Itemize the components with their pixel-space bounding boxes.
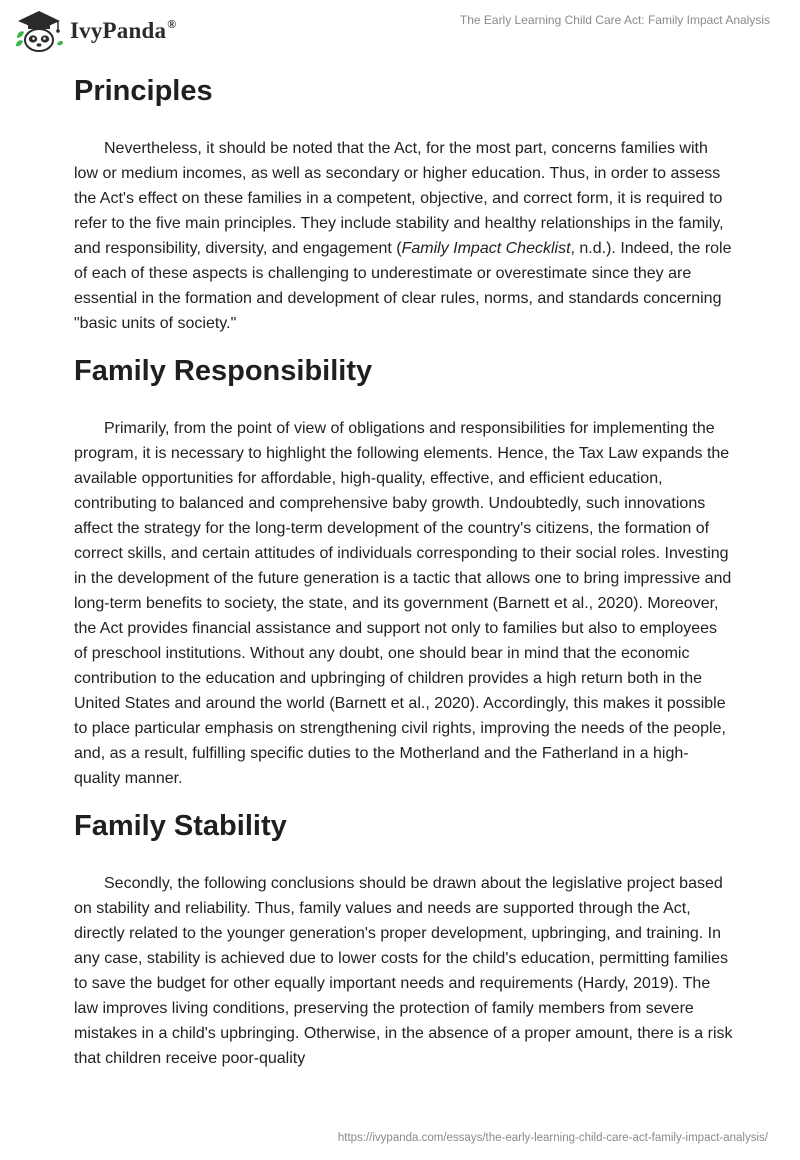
- section-paragraph-principles: Nevertheless, it should be noted that the Act, for the most part, concerns families with low or medium incomes, as well as secondary or higher education. Thus, in order to assess the Act's effect on these families in a competent, objective, and correct form, it is required to refer to the five main principles. They include stability and healthy relationships in the family, and responsibility, diversity, and engagement (Family Impact Checklist, n.d.). Indeed, the role of each of these aspects is challenging to underestimate or overestimate since they are essential in the formation and development of clear rules, norms, and standards concerning "basic units of society.": [74, 140, 732, 332]
- section-heading-principles: Principles: [74, 75, 213, 107]
- section-heading-family-responsibility: Family Responsibility: [74, 355, 373, 387]
- panda-graduation-cap-icon: [14, 8, 64, 52]
- section-paragraph-family-stability: Secondly, the following conclusions should be drawn about the legislative project based on stability and reliability. Thus, family values and needs are supported through the Act, directly related to the younger generation's proper development, upbringing, and training. In any case, stability is achieved due to lower costs for the child's education, permitting families to save the budget for other equally important needs and requirements (Hardy, 2019). The law improves living conditions, preserving the protection of family members from severe mistakes in a child's upbringing. Otherwise, in the absence of a proper amount, there is a risk that children receive poor-quality: [74, 875, 733, 1067]
- brand-name: IvyPanda®: [70, 17, 177, 43]
- page-header: [0, 0, 800, 60]
- document-title: The Early Learning Child Care Act: Family Impact Analysis: [459, 13, 770, 27]
- section-paragraph-family-responsibility: Primarily, from the point of view of obligations and responsibilities for implementing the program, it is necessary to highlight the following elements. Hence, the Tax Law expands the available opportunities for affordable, high-quality, effective, and efficient education, contributing to balanced and comprehensive baby growth. Undoubtedly, such innovations affect the strategy for the long-term development of the country's citizens, the formation of correct skills, and certain attitudes of individuals corresponding to their social roles. Investing in the development of the future generation is a tactic that allows one to bring impressive and long-term benefits to society, the state, and its government (Barnett et al., 2020). Moreover, the Act provides financial assistance and support not only to families but also to employees of preschool institutions. Without any doubt, one should bear in mind that the economic contribution to the education and upbringing of children provides a high return both in the United States and around the world (Barnett et al., 2020). Accordingly, this makes it possible to place particular emphasis on strengthening civil rights, improving the needs of the people, and, as a result, fulfilling specific duties to the Motherland and the Fatherland in a high-quality manner.: [74, 420, 732, 787]
- essay-content: [74, 70, 734, 1071]
- citation-italic: Family Impact Checklist: [401, 240, 571, 257]
- ivypanda-logo[interactable]: [14, 8, 176, 52]
- section-heading-family-stability: Family Stability: [74, 810, 287, 842]
- source-url[interactable]: https://ivypanda.com/essays/the-early-learning-child-care-act-family-impact-analysis/: [337, 1132, 768, 1144]
